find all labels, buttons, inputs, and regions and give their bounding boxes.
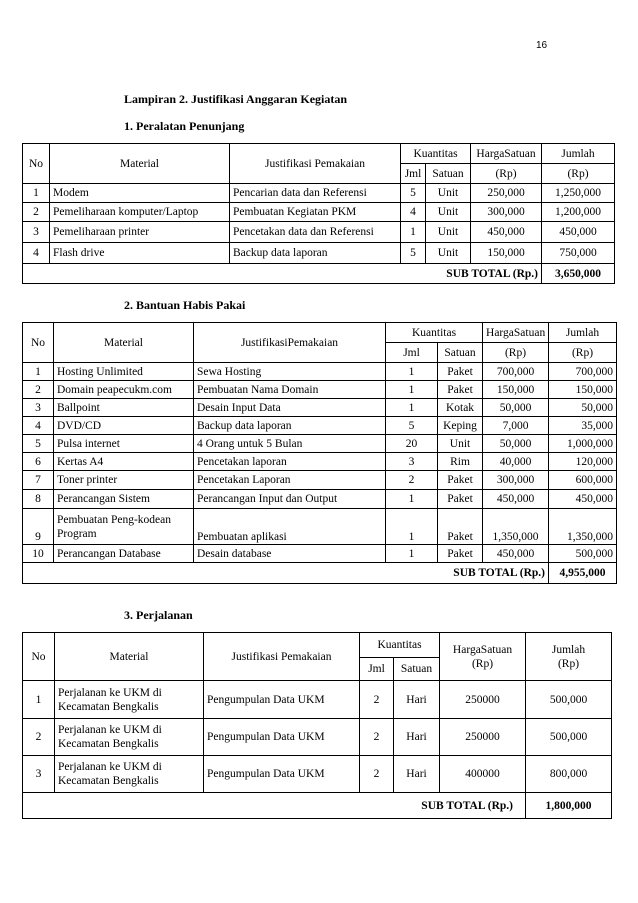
cell-material: Ballpoint (54, 399, 194, 417)
cell-justifikasi: Pengumpulan Data UKM (204, 756, 360, 793)
table-row (23, 681, 612, 719)
cell-no: 5 (23, 435, 54, 453)
cell-harga: 400000 (440, 756, 526, 793)
header-satuan: Satuan (438, 343, 483, 363)
cell-jumlah: 500,000 (549, 545, 617, 563)
cell-satuan: Paket (438, 545, 483, 563)
subtotal-label: SUB TOTAL (Rp.) (23, 793, 526, 819)
table-row (23, 417, 617, 435)
cell-material-line1: Pembuatan Peng-kodean (57, 513, 172, 526)
cell-harga: 50,000 (483, 435, 549, 453)
subtotal-label: SUB TOTAL (Rp.) (23, 264, 542, 284)
subtotal-row (23, 264, 615, 284)
table-row (23, 399, 617, 417)
cell-material: Pemeliharaan printer (50, 222, 230, 243)
cell-harga: 450,000 (471, 222, 542, 243)
cell-justifikasi: Pembuatan Nama Domain (194, 381, 386, 399)
cell-harga: 40,000 (483, 453, 549, 471)
cell-justifikasi: Perancangan Input dan Output (194, 490, 386, 509)
table-row (23, 719, 612, 756)
cell-jml: 2 (360, 681, 394, 719)
header-kuantitas: Kuantitas (386, 323, 483, 343)
cell-material: Pulsa internet (54, 435, 194, 453)
cell-justifikasi: Pembuatan aplikasi (194, 509, 386, 545)
header-justifikasi: Justifikasi Pemakaian (204, 633, 360, 681)
header-material: Material (54, 323, 194, 363)
cell-justifikasi: Pengumpulan Data UKM (204, 681, 360, 719)
cell-material: Modem (50, 184, 230, 203)
header-satuan: Satuan (394, 658, 440, 681)
cell-no: 1 (23, 681, 55, 719)
cell-material: Kertas A4 (54, 453, 194, 471)
cell-material: Flash drive (50, 243, 230, 264)
cell-jml: 2 (386, 471, 438, 490)
cell-jumlah: 600,000 (549, 471, 617, 490)
header-jumlah-rp: (Rp) (549, 343, 617, 363)
header-kuantitas: Kuantitas (360, 633, 440, 658)
cell-no: 10 (23, 545, 54, 563)
cell-material: Domain peapecukm.com (54, 381, 194, 399)
header-justifikasi: JustifikasiPemakaian (194, 323, 386, 363)
table-row (23, 509, 617, 545)
header-no: No (23, 144, 50, 184)
table-row (23, 222, 615, 243)
header-jml: Jml (360, 658, 394, 681)
table-row (23, 243, 615, 264)
cell-satuan: Paket (438, 490, 483, 509)
cell-justifikasi: Pengumpulan Data UKM (204, 719, 360, 756)
table-row (23, 545, 617, 563)
cell-jml: 1 (386, 509, 438, 545)
cell-harga: 7,000 (483, 417, 549, 435)
table-row (23, 435, 617, 453)
cell-justifikasi: Desain database (194, 545, 386, 563)
cell-harga: 700,000 (483, 363, 549, 381)
cell-no: 9 (23, 509, 54, 545)
cell-no: 3 (23, 756, 55, 793)
header-harga-rp: (Rp) (483, 343, 549, 363)
cell-jml: 4 (401, 203, 426, 222)
cell-jumlah: 120,000 (549, 453, 617, 471)
table-row (23, 184, 615, 203)
header-harga (440, 633, 526, 681)
cell-jumlah: 500,000 (526, 719, 612, 756)
cell-satuan: Paket (438, 509, 483, 545)
cell-satuan: Unit (438, 435, 483, 453)
cell-harga: 300,000 (471, 203, 542, 222)
cell-justifikasi: Sewa Hosting (194, 363, 386, 381)
cell-jml: 2 (360, 719, 394, 756)
table-row (23, 453, 617, 471)
cell-material-line2: Kecamatan Bengkalis (58, 700, 159, 713)
cell-material (55, 719, 204, 756)
cell-material-line2: Kecamatan Bengkalis (58, 738, 159, 750)
cell-jml: 1 (386, 363, 438, 381)
cell-justifikasi: Pencetakan data dan Referensi (230, 222, 401, 243)
cell-material: Perancangan Database (54, 545, 194, 563)
cell-justifikasi: Backup data laporan (194, 417, 386, 435)
cell-jml: 2 (360, 756, 394, 793)
header-jumlah-label: Jumlah (551, 643, 586, 656)
cell-harga: 250,000 (471, 184, 542, 203)
cell-jml: 5 (401, 184, 426, 203)
cell-satuan: Hari (394, 719, 440, 756)
table-peralatan-penunjang (22, 143, 615, 284)
header-jumlah-rp: (Rp) (542, 164, 615, 184)
cell-material-line2: Kecamatan Bengkalis (58, 775, 159, 787)
header-harga: HargaSatuan (471, 144, 542, 164)
cell-harga: 250000 (440, 681, 526, 719)
section-heading-peralatan: 1. Peralatan Penunjang (124, 119, 245, 133)
subtotal-value: 1,800,000 (526, 793, 612, 819)
cell-no: 1 (23, 363, 54, 381)
cell-satuan: Paket (438, 363, 483, 381)
cell-satuan: Keping (438, 417, 483, 435)
cell-harga: 450,000 (483, 490, 549, 509)
cell-jml: 1 (401, 222, 426, 243)
cell-jml: 20 (386, 435, 438, 453)
cell-material: Perancangan Sistem (54, 490, 194, 509)
cell-jumlah: 450,000 (542, 222, 615, 243)
cell-no: 3 (23, 222, 50, 243)
subtotal-row (23, 563, 617, 584)
cell-justifikasi: Pencetakan laporan (194, 453, 386, 471)
cell-harga: 300,000 (483, 471, 549, 490)
page-number: 16 (536, 40, 548, 51)
cell-satuan: Kotak (438, 399, 483, 417)
cell-jml: 1 (386, 399, 438, 417)
cell-no: 2 (23, 203, 50, 222)
cell-satuan: Paket (438, 471, 483, 490)
cell-no: 3 (23, 399, 54, 417)
header-jumlah: Jumlah (542, 144, 615, 164)
cell-jml: 1 (386, 381, 438, 399)
header-harga-rp: (Rp) (471, 657, 494, 670)
cell-jumlah: 50,000 (549, 399, 617, 417)
cell-harga: 150,000 (483, 381, 549, 399)
cell-jumlah: 700,000 (549, 363, 617, 381)
cell-harga: 50,000 (483, 399, 549, 417)
header-material: Material (50, 144, 230, 184)
subtotal-value: 4,955,000 (549, 563, 617, 584)
cell-jumlah: 150,000 (549, 381, 617, 399)
cell-no: 1 (23, 184, 50, 203)
cell-no: 6 (23, 453, 54, 471)
cell-jml: 5 (386, 417, 438, 435)
cell-material: Pemeliharaan komputer/Laptop (50, 203, 230, 222)
cell-material-line1: Perjalanan ke UKM di (58, 761, 162, 773)
table-row (23, 490, 617, 509)
cell-jml: 1 (386, 490, 438, 509)
cell-jumlah: 750,000 (542, 243, 615, 264)
cell-satuan: Paket (438, 381, 483, 399)
header-material: Material (55, 633, 204, 681)
cell-no: 7 (23, 471, 54, 490)
cell-jumlah: 800,000 (526, 756, 612, 793)
cell-justifikasi: Backup data laporan (230, 243, 401, 264)
header-jumlah (526, 633, 612, 681)
cell-jml: 1 (386, 545, 438, 563)
cell-justifikasi: Pencetakan Laporan (194, 471, 386, 490)
cell-material-line1: Perjalanan ke UKM di (58, 724, 162, 736)
header-harga: HargaSatuan (483, 323, 549, 343)
cell-jumlah: 1,200,000 (542, 203, 615, 222)
cell-no: 2 (23, 381, 54, 399)
cell-jml: 5 (401, 243, 426, 264)
cell-satuan: Rim (438, 453, 483, 471)
table-row (23, 381, 617, 399)
header-no: No (23, 633, 55, 681)
header-satuan: Satuan (426, 164, 471, 184)
cell-jumlah: 35,000 (549, 417, 617, 435)
cell-material: Hosting Unlimited (54, 363, 194, 381)
cell-material (55, 681, 204, 719)
cell-justifikasi: Pembuatan Kegiatan PKM (230, 203, 401, 222)
cell-justifikasi: Pencarian data dan Referensi (230, 184, 401, 203)
cell-no: 4 (23, 417, 54, 435)
cell-jumlah: 1,250,000 (542, 184, 615, 203)
table-row (23, 363, 617, 381)
page-title: Lampiran 2. Justifikasi Anggaran Kegiatan (124, 92, 348, 106)
cell-jumlah: 1,000,000 (549, 435, 617, 453)
header-jumlah-rp: (Rp) (557, 657, 580, 670)
header-jml: Jml (386, 343, 438, 363)
section-heading-perjalanan: 3. Perjalanan (124, 608, 193, 622)
header-justifikasi: Justifikasi Pemakaian (230, 144, 401, 184)
header-jml: Jml (401, 164, 426, 184)
header-harga-label: HargaSatuan (452, 643, 513, 656)
cell-no: 8 (23, 490, 54, 509)
subtotal-row (23, 793, 612, 819)
cell-jumlah: 500,000 (526, 681, 612, 719)
cell-harga: 1,350,000 (483, 509, 549, 545)
cell-satuan: Hari (394, 681, 440, 719)
cell-justifikasi: 4 Orang untuk 5 Bulan (194, 435, 386, 453)
cell-satuan: Unit (426, 243, 471, 264)
table-bantuan-habis-pakai (22, 322, 617, 584)
cell-harga: 150,000 (471, 243, 542, 264)
cell-satuan: Unit (426, 184, 471, 203)
table-row (23, 756, 612, 793)
cell-material (54, 509, 194, 545)
cell-material: DVD/CD (54, 417, 194, 435)
subtotal-label: SUB TOTAL (Rp.) (23, 563, 549, 584)
cell-harga: 450,000 (483, 545, 549, 563)
header-harga-rp: (Rp) (471, 164, 542, 184)
cell-satuan: Unit (426, 203, 471, 222)
table-row (23, 471, 617, 490)
cell-material-line1: Perjalanan ke UKM di (58, 686, 162, 699)
header-jumlah: Jumlah (549, 323, 617, 343)
cell-satuan: Unit (426, 222, 471, 243)
cell-material: Toner printer (54, 471, 194, 490)
cell-jumlah: 450,000 (549, 490, 617, 509)
section-heading-bantuan: 2. Bantuan Habis Pakai (124, 298, 246, 312)
cell-harga: 250000 (440, 719, 526, 756)
header-kuantitas: Kuantitas (401, 144, 471, 164)
header-no: No (23, 323, 54, 363)
subtotal-value: 3,650,000 (542, 264, 615, 284)
cell-justifikasi: Desain Input Data (194, 399, 386, 417)
cell-no: 2 (23, 719, 55, 756)
table-perjalanan (22, 632, 612, 819)
cell-material (55, 756, 204, 793)
cell-jml: 3 (386, 453, 438, 471)
table-row (23, 203, 615, 222)
cell-no: 4 (23, 243, 50, 264)
cell-jumlah: 1,350,000 (549, 509, 617, 545)
cell-satuan: Hari (394, 756, 440, 793)
cell-material-line2: Program (57, 527, 97, 540)
